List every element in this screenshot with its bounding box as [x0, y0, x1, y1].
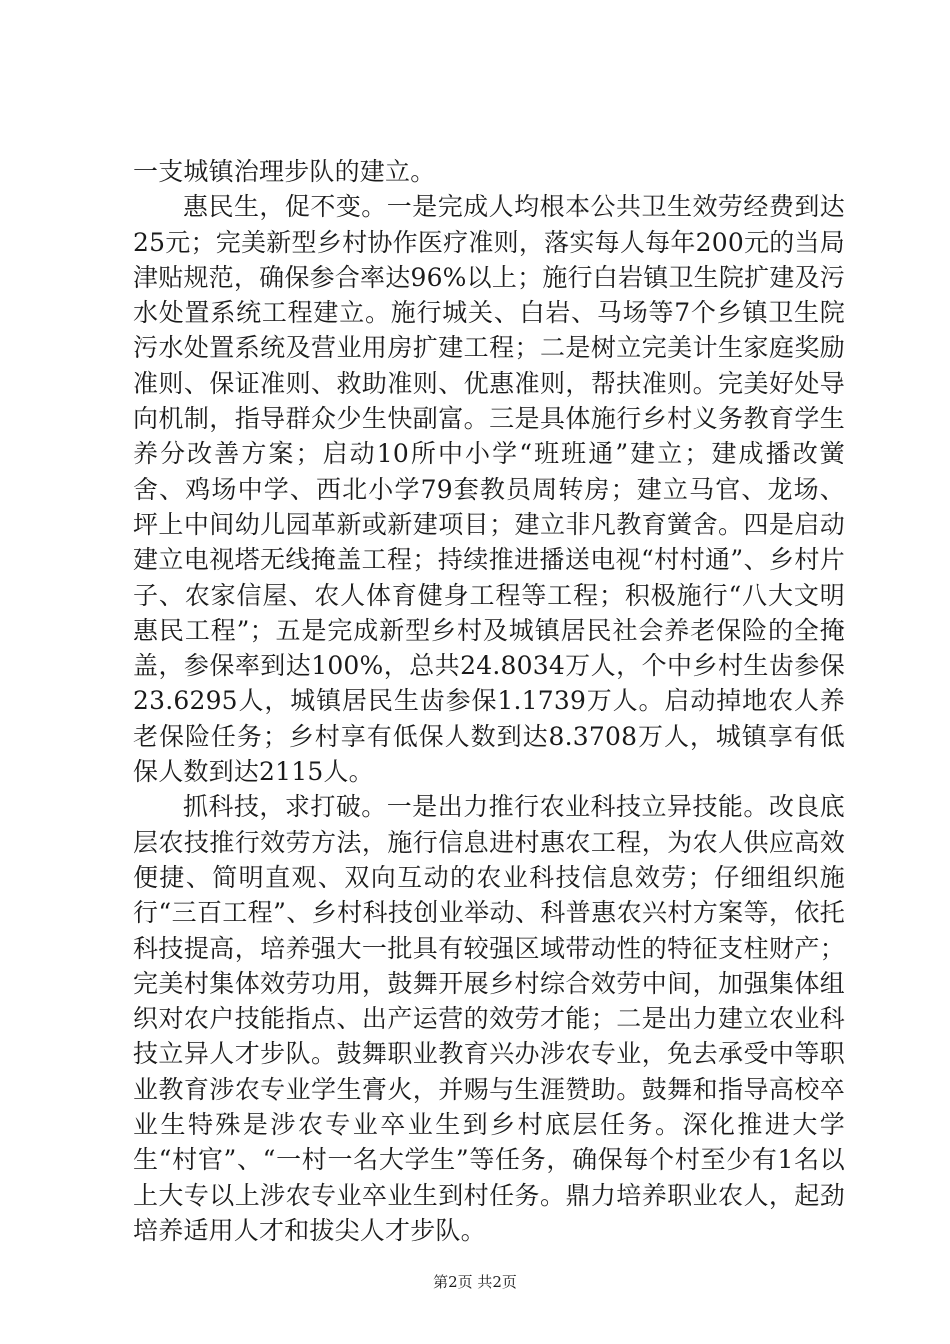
document-body — [133, 154, 845, 1248]
paragraph-science-technology: 抓科技，求打破。一是出力推行农业科技立异技能。改良底层农技推行效劳方法，施行信息进村惠农工程，为农人供应高效便捷、简明直观、双向互动的农业科技信息效劳；仔细组织施行“三百工程”、乡村科技创业举动、科普惠农兴村方案等，依托科技提高，培养强大一批具有较强区域带动性的特征支柱财产；完美村集体效劳功用，鼓舞开展乡村综合效劳中间，加强集体组织对农户技能指点、出产运营的效劳才能；二是出力建立农业科技立异人才步队。鼓舞职业教育兴办涉农专业，免去承受中等职业教育涉农专业学生膏火，并赐与生涯赞助。鼓舞和指导高校卒业生特殊是涉农专业卒业生到乡村底层任务。深化推进大学生“村官”、“一村一名大学生”等任务，确保每个村至少有1名以上大专以上涉农专业卒业生到村任务。鼎力培养职业农人，起劲培养适用人才和拔尖人才步队。 — [133, 792, 845, 1245]
page-footer: 第2页 共2页 — [433, 1273, 517, 1291]
paragraph-people-livelihood: 惠民生，促不变。一是完成人均根本公共卫生效劳经费到达25元；完美新型乡村协作医疗准则，落实每人每年200元的当局津贴规范，确保参合率达96%以上；施行白岩镇卫生院扩建及污水处置系统工程建立。施行城关、白岩、马场等7个乡镇卫生院污水处置系统及营业用房扩建工程；二是树立完美计生家庭奖励准则、保证准则、救助准则、优惠准则，帮扶准则。完美好处导向机制，指导群众少生快副富。三是具体施行乡村义务教育学生养分改善方案；启动10所中小学“班班通”建立；建成播改黉舍、鸡场中学、西北小学79套教员周转房；建立马官、龙场、坪上中间幼儿园革新或新建项目；建立非凡教育黉舍。四是启动建立电视塔无线掩盖工程；持续推进播送电视“村村通”、乡村片子、农家信屋、农人体育健身工程等工程；积极施行“八大文明惠民工程”；五是完成新型乡村及城镇居民社会养老保险的全掩盖，参保率到达100%，总共24.8034万人，个中乡村生齿参保23.6295人，城镇居民生齿参保1.1739万人。启动掉地农人养老保险任务；乡村享有低保人数到达8.3708万人，城镇享有低保人数到达2115人。 — [133, 192, 845, 787]
paragraph-continuation: 一支城镇治理步队的建立。 — [133, 157, 436, 186]
